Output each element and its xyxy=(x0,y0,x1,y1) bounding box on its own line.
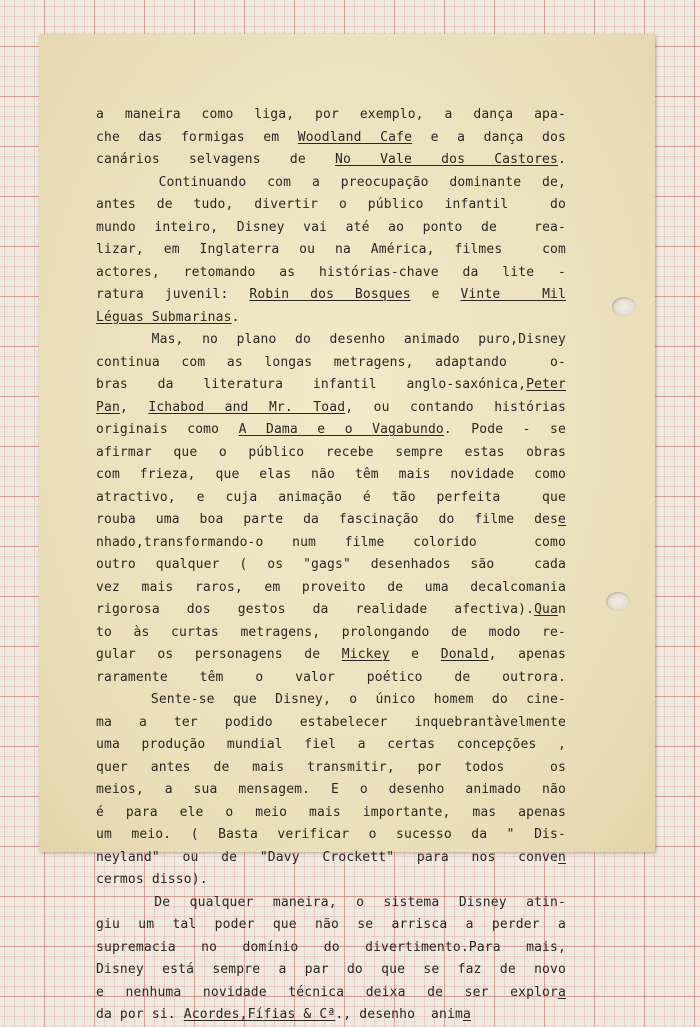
text-run: bras da literatura infantil anglo-saxónica, xyxy=(96,377,527,392)
text-run: nhado,transformando-o num filme colorido como xyxy=(96,534,566,550)
text-run: com frieza, que elas não têm mais novidade como xyxy=(96,467,566,482)
text-run: mundo inteiro, Disney vai até ao ponto de rea- xyxy=(96,219,566,235)
underlined-title: No Vale dos Castores xyxy=(334,152,559,167)
text-line xyxy=(96,914,566,937)
text-run: to às curtas metragens, prolongando de modo re- xyxy=(96,624,566,640)
text-run: Sente-se que Disney, o único homem do cine- xyxy=(96,692,566,707)
text-run: ratura juvenil: xyxy=(96,287,250,302)
text-line xyxy=(96,734,566,757)
text-run: che das formigas em xyxy=(96,129,298,145)
underlined-title: Woodland Cafe xyxy=(297,129,413,145)
text-run: . xyxy=(231,309,240,325)
text-run: actores, retomando as histórias-chave da lite - xyxy=(96,264,566,280)
text-run: e xyxy=(389,647,441,662)
text-run: vez mais raros, em proveito de uma decalcomania xyxy=(96,579,566,595)
text-line xyxy=(96,599,566,622)
text-line xyxy=(96,149,566,172)
text-line xyxy=(96,262,566,285)
text-line xyxy=(96,847,566,870)
text-run: Disney está sempre a par do que se faz de novo xyxy=(96,962,566,977)
text-run: . xyxy=(558,152,566,167)
text-run: supremacia no domínio do divertimento.Para mais, xyxy=(96,939,566,955)
text-line xyxy=(96,104,566,127)
text-line xyxy=(96,509,566,532)
punch-hole-top xyxy=(612,297,636,316)
underlined-title: Acordes,Fífias & Cª xyxy=(183,1007,336,1022)
text-run: . Pode - se xyxy=(443,422,566,437)
text-line xyxy=(96,307,566,330)
text-run: rouba uma boa parte da fascinação do filme des xyxy=(96,512,559,527)
text-run: e xyxy=(410,287,461,302)
text-run: antes de tudo, divertir o público infantil do xyxy=(96,197,566,212)
text-run: quer antes de mais transmitir, por todos os xyxy=(96,759,566,775)
text-line xyxy=(96,1004,566,1027)
text-line xyxy=(96,712,566,735)
text-line xyxy=(96,802,566,825)
punch-hole-bottom xyxy=(606,592,630,611)
text-run: é para ele o meio mais importante, mas apenas xyxy=(96,804,566,820)
text-run: atractivo, e cuja animação é tão perfeita que xyxy=(96,489,566,505)
underlined-title: Mickey xyxy=(341,647,390,662)
text-run: da por si. xyxy=(96,1007,184,1022)
text-line xyxy=(96,329,566,352)
underlined-title: e xyxy=(558,512,566,527)
text-line xyxy=(96,622,566,645)
text-run: e nenhuma novidade técnica deixa de ser explor xyxy=(96,984,559,1000)
text-line xyxy=(96,757,566,780)
underlined-title: Peter xyxy=(526,377,566,392)
text-line xyxy=(96,419,566,442)
text-line xyxy=(96,667,566,690)
text-run: , xyxy=(119,399,149,415)
text-run: neyland" ou de "Davy Crockett" para nos conve xyxy=(96,849,559,865)
underlined-title: a xyxy=(558,984,566,1000)
text-line xyxy=(96,689,566,712)
underlined-title: a xyxy=(462,1007,471,1022)
underlined-title: Donald xyxy=(440,647,489,662)
text-line xyxy=(96,644,566,667)
text-line xyxy=(96,127,566,150)
text-run: , ou contando histórias xyxy=(345,399,566,415)
text-line xyxy=(96,352,566,375)
text-run: Continuando com a preocupação dominante de, xyxy=(96,174,566,190)
text-line xyxy=(96,374,566,397)
text-line xyxy=(96,959,566,982)
text-line xyxy=(96,464,566,487)
text-run: canários selvagens de xyxy=(96,152,335,167)
text-line xyxy=(96,869,566,892)
underlined-title: Ichabod and Mr. Toad xyxy=(148,399,346,415)
underlined-title: Pan xyxy=(96,399,120,415)
text-run: outro qualquer ( os "gags" desenhados são cada xyxy=(96,557,566,572)
underlined-title: Vinte Mil xyxy=(460,287,566,302)
text-line xyxy=(96,824,566,847)
text-run: gular os personagens de xyxy=(96,647,342,662)
underlined-title: Qua xyxy=(534,602,559,617)
text-run: raramente têm o valor poético de outrora. xyxy=(96,669,566,685)
text-run: afirmar que o público recebe sempre estas obras xyxy=(96,444,566,460)
text-run: Mas, no plano do desenho animado puro,Disney xyxy=(96,332,566,347)
text-run: giu um tal poder que não se arrisca a perder a xyxy=(96,917,566,932)
text-run: ma a ter podido estabelecer inquebrantàvelmente xyxy=(96,714,566,730)
underlined-title: Robin dos Bosques xyxy=(249,287,411,302)
text-run: a maneira como liga, por exemplo, a dança apa- xyxy=(96,107,566,122)
text-line xyxy=(96,937,566,960)
text-line xyxy=(96,554,566,577)
text-run: cermos disso). xyxy=(96,872,208,887)
text-line xyxy=(96,239,566,262)
underlined-title: Léguas Submarinas xyxy=(96,309,232,325)
text-run: uma produção mundial fiel a certas concepções , xyxy=(96,737,566,752)
text-run: , apenas xyxy=(488,647,566,662)
text-line xyxy=(96,892,566,915)
text-line xyxy=(96,487,566,510)
text-run: originais como xyxy=(96,422,239,437)
text-run: continua com as longas metragens, adaptando o- xyxy=(96,354,566,370)
text-run: n xyxy=(558,602,566,617)
text-run: De qualquer maneira, o sistema Disney atin- xyxy=(96,894,566,910)
text-line xyxy=(96,194,566,217)
underlined-title: n xyxy=(558,849,566,865)
text-line xyxy=(96,217,566,240)
text-line xyxy=(96,577,566,600)
text-run: ., desenho anim xyxy=(335,1007,463,1022)
underlined-title: A Dama e o Vagabundo xyxy=(238,422,444,437)
text-line xyxy=(96,532,566,555)
text-line xyxy=(96,284,566,307)
text-run: e a dança dos xyxy=(412,129,566,145)
text-line xyxy=(96,779,566,802)
text-run: um meio. ( Basta verificar o sucesso da " Dis- xyxy=(96,827,566,842)
text-line xyxy=(96,172,566,195)
text-line xyxy=(96,442,566,465)
text-run: rigorosa dos gestos da realidade afectiva). xyxy=(96,602,535,617)
typewritten-text xyxy=(96,104,566,1027)
text-line xyxy=(96,397,566,420)
text-line xyxy=(96,982,566,1005)
text-run: meios, a sua mensagem. E o desenho animado não xyxy=(96,782,566,797)
text-run: lizar, em Inglaterra ou na América, filmes com xyxy=(96,242,566,257)
